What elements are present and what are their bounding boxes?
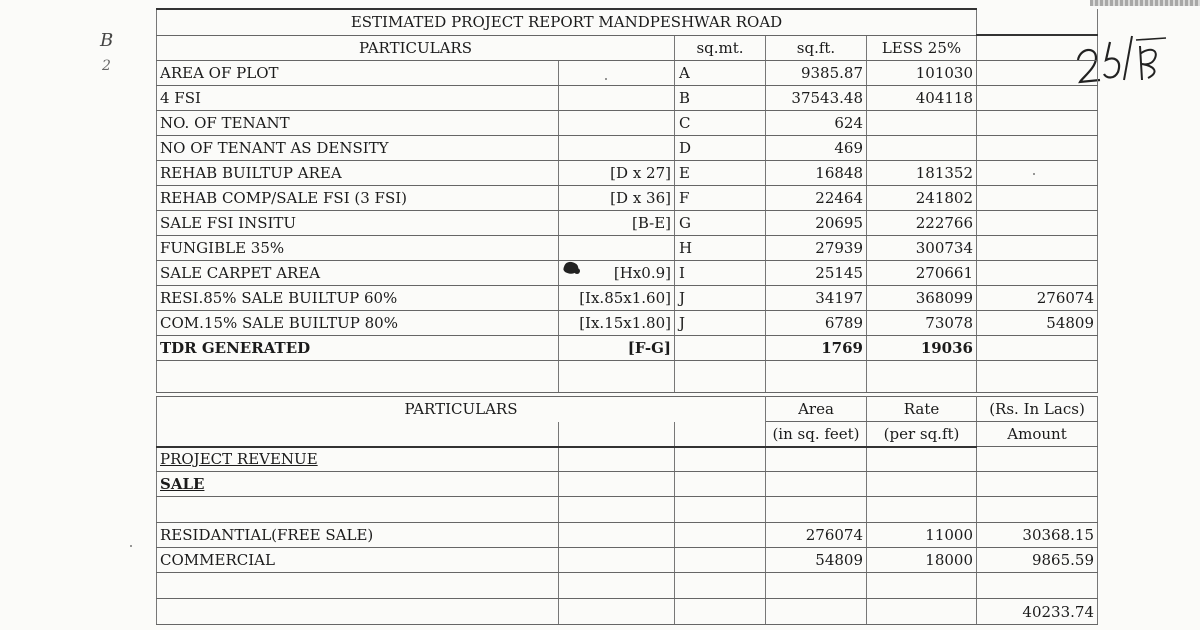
report-title: ESTIMATED PROJECT REPORT MANDPESHWAR ROAD [157, 9, 977, 35]
row-code: J [675, 285, 766, 310]
table1-row [157, 185, 1098, 210]
row-code: E [675, 160, 766, 185]
table1-row [157, 210, 1098, 235]
row-sqmt: 34197 [766, 285, 867, 310]
row-sqmt: 1769 [766, 335, 867, 360]
row-sqmt: 624 [766, 110, 867, 135]
total-amount: 40233.74 [977, 599, 1098, 625]
row-sqmt: 22464 [766, 185, 867, 210]
header2-particulars: PARTICULARS [157, 397, 766, 422]
margin-mark-2: 2 [102, 58, 111, 74]
row-code [675, 335, 766, 360]
row-less25 [977, 235, 1098, 260]
revenue-table [156, 396, 1098, 625]
row-label: NO OF TENANT AS DENSITY [157, 135, 559, 160]
row-label: REHAB BUILTUP AREA [157, 160, 559, 185]
table1-row [157, 260, 1098, 285]
row-less25: 54809 [977, 310, 1098, 335]
table1-row [157, 110, 1098, 135]
row-label: SALE CARPET AREA [157, 260, 559, 285]
header2-amount: Amount [977, 422, 1098, 447]
table1-row [157, 235, 1098, 260]
section-row [157, 447, 1098, 472]
total-row [157, 599, 1098, 625]
row-formula: [B-E] [559, 210, 675, 235]
table1-row [157, 310, 1098, 335]
row-formula [559, 135, 675, 160]
row-code: F [675, 185, 766, 210]
row-code: C [675, 110, 766, 135]
table1-spacer-row [157, 360, 1098, 392]
row-label: RESI.85% SALE BUILTUP 60% [157, 285, 559, 310]
report-title-row [157, 9, 1098, 35]
revenue-rate: 11000 [867, 523, 977, 548]
row-sqmt: 20695 [766, 210, 867, 235]
row-formula: [Ix.15x1.80] [559, 310, 675, 335]
row-less25 [977, 160, 1098, 185]
revenue-row [157, 523, 1098, 548]
row-code: J [675, 310, 766, 335]
row-sqft: 270661 [867, 260, 977, 285]
row-label: SALE FSI INSITU [157, 210, 559, 235]
header-sqmt: sq.mt. [675, 35, 766, 60]
row-code: D [675, 135, 766, 160]
table1-row [157, 285, 1098, 310]
blank-row [157, 573, 1098, 599]
table1-row [157, 160, 1098, 185]
row-formula: [Hx0.9] [559, 260, 675, 285]
blank-row [157, 497, 1098, 523]
row-label: FUNGIBLE 35% [157, 235, 559, 260]
header2-area: Area [766, 397, 867, 422]
row-sqmt: 9385.87 [766, 60, 867, 85]
revenue-area: 276074 [766, 523, 867, 548]
table1-row [157, 335, 1098, 360]
row-sqft: 181352 [867, 160, 977, 185]
row-formula: [D x 36] [559, 185, 675, 210]
speck [130, 545, 132, 547]
row-label: COM.15% SALE BUILTUP 80% [157, 310, 559, 335]
row-sqft [867, 135, 977, 160]
row-formula: [D x 27] [559, 160, 675, 185]
row-formula: [Ix.85x1.60] [559, 285, 675, 310]
table1-body [157, 60, 1098, 360]
row-code: G [675, 210, 766, 235]
row-sqmt: 16848 [766, 160, 867, 185]
header2-area-unit: (in sq. feet) [766, 422, 867, 447]
subsection-title: SALE [160, 475, 205, 493]
table2-body [157, 523, 1098, 573]
row-formula [559, 235, 675, 260]
scan-edge-artifact [1090, 0, 1200, 6]
table1-row [157, 135, 1098, 160]
row-sqft [867, 110, 977, 135]
row-formula [559, 85, 675, 110]
table1-row [157, 85, 1098, 110]
row-less25 [977, 85, 1098, 110]
revenue-label: COMMERCIAL [157, 548, 559, 573]
header-particulars: PARTICULARS [157, 35, 675, 60]
row-code: A [675, 60, 766, 85]
row-label: 4 FSI [157, 85, 559, 110]
row-sqmt: 469 [766, 135, 867, 160]
table2-header-row-2 [157, 422, 1098, 447]
header2-amount-unit: (Rs. In Lacs) [977, 397, 1098, 422]
header2-rate-unit: (per sq.ft) [867, 422, 977, 447]
empty-cell [559, 548, 675, 573]
header-sqft: sq.ft. [766, 35, 867, 60]
header-less25: LESS 25% [867, 35, 977, 60]
row-code: H [675, 235, 766, 260]
revenue-amount: 9865.59 [977, 548, 1098, 573]
row-formula [559, 60, 675, 85]
row-sqmt: 27939 [766, 235, 867, 260]
row-sqft: 19036 [867, 335, 977, 360]
row-code: B [675, 85, 766, 110]
revenue-area: 54809 [766, 548, 867, 573]
revenue-row [157, 548, 1098, 573]
row-sqft: 241802 [867, 185, 977, 210]
revenue-amount: 30368.15 [977, 523, 1098, 548]
row-less25 [977, 210, 1098, 235]
subsection-row [157, 472, 1098, 497]
row-less25 [977, 110, 1098, 135]
row-sqmt: 37543.48 [766, 85, 867, 110]
row-less25 [977, 260, 1098, 285]
row-label: REHAB COMP/SALE FSI (3 FSI) [157, 185, 559, 210]
section-title: PROJECT REVENUE [160, 450, 318, 469]
row-sqft: 101030 [867, 60, 977, 85]
row-formula [559, 110, 675, 135]
area-estimate-table [156, 8, 1098, 393]
row-less25 [977, 135, 1098, 160]
table1-row [157, 60, 1098, 85]
header2-rate: Rate [867, 397, 977, 422]
empty-cell [675, 548, 766, 573]
row-sqft: 368099 [867, 285, 977, 310]
empty-cell [559, 523, 675, 548]
row-label: NO. OF TENANT [157, 110, 559, 135]
row-less25 [977, 335, 1098, 360]
row-sqft: 73078 [867, 310, 977, 335]
row-sqmt: 6789 [766, 310, 867, 335]
row-label: TDR GENERATED [157, 335, 559, 360]
revenue-rate: 18000 [867, 548, 977, 573]
table2-header-row-1 [157, 397, 1098, 422]
empty-cell [675, 523, 766, 548]
row-less25 [977, 60, 1098, 85]
row-less25 [977, 185, 1098, 210]
row-sqft: 222766 [867, 210, 977, 235]
row-less25: 276074 [977, 285, 1098, 310]
row-code: I [675, 260, 766, 285]
revenue-label: RESIDANTIAL(FREE SALE) [157, 523, 559, 548]
row-sqft: 404118 [867, 85, 977, 110]
row-formula: [F-G] [559, 335, 675, 360]
table1-header-row [157, 35, 1098, 60]
margin-mark: B [100, 30, 114, 51]
row-sqft: 300734 [867, 235, 977, 260]
row-label: AREA OF PLOT [157, 60, 559, 85]
row-sqmt: 25145 [766, 260, 867, 285]
